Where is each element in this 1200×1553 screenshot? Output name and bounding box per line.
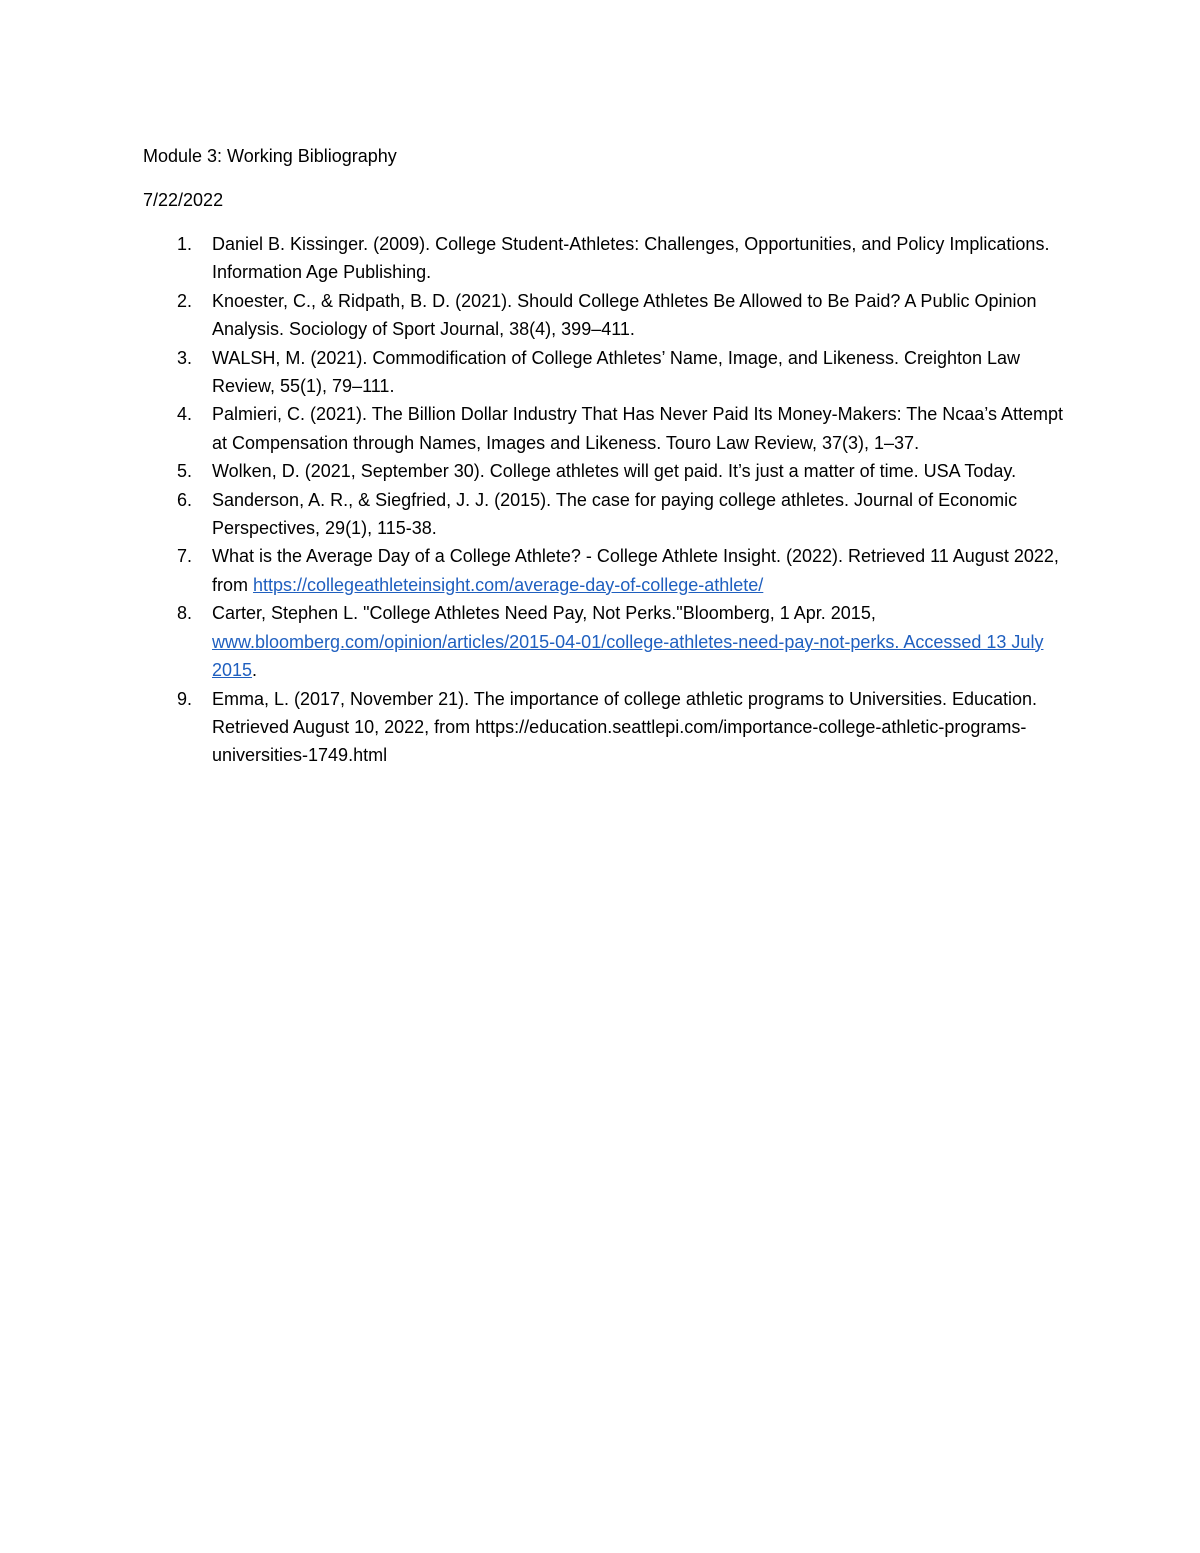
citation-text: Knoester, C., & Ridpath, B. D. (2021). Should College Athletes Be Allowed to Be Paid? A Public Opinion Analysis. Sociology of Sport Journal, 38(4), 399–411.: [212, 290, 1037, 340]
citation-text: Carter, Stephen L. "College Athletes Need Pay, Not Perks."Bloomberg, 1 Apr. 2015,: [212, 603, 876, 624]
entry-text: [212, 348, 1020, 396]
entry-number: 1.: [177, 234, 193, 254]
entry-text: [212, 234, 1049, 282]
entry-text: [212, 291, 1037, 339]
bibliography-entry: [143, 287, 1063, 344]
bibliography-entry: [143, 400, 1063, 457]
document-title: Module 3: Working Bibliography: [143, 146, 397, 166]
entry-number: 8.: [177, 603, 193, 624]
citation-text: Emma, L. (2017, November 21). The importance of college athletic programs to Universities. Education. Retrieved August 10, 2022, from https://education.seattlepi.com/importance-college-athletic-programs-universities-1749.html: [212, 688, 1038, 766]
bibliography-entry: [143, 542, 1063, 599]
entry-text: [212, 461, 1016, 481]
entry-number: 5.: [177, 461, 193, 482]
bibliography-entry: [143, 230, 1063, 287]
bibliography-list: [143, 230, 1063, 770]
entry-number: 6.: [177, 489, 193, 510]
citation-text: What is the Average Day of a College Athlete? - College Athlete Insight. (2022). Retrieved 11 August 2022, from: [212, 546, 1059, 595]
bibliography-entry: [143, 685, 1063, 770]
entry-text: [212, 490, 1017, 538]
entry-text: [212, 546, 1059, 594]
citation-link[interactable]: www.bloomberg.com/opinion/articles/2015-04-01/college-athletes-need-pay-not-perks. Accessed 13 July 2015: [212, 631, 1044, 681]
entry-number: 3.: [177, 347, 193, 368]
citation-text: Palmieri, C. (2021). The Billion Dollar Industry That Has Never Paid Its Money-Makers: The Ncaa’s Attempt at Compensation through Names, Images and Likeness. Touro Law Review, 37(3), 1–37.: [212, 404, 1064, 453]
entry-number: 9.: [177, 688, 193, 709]
citation-link[interactable]: https://collegeathleteinsight.com/average-day-of-college-athlete/: [253, 574, 764, 595]
document-date: 7/22/2022: [143, 190, 224, 210]
citation-text: Sanderson, A. R., & Siegfried, J. J. (2015). The case for paying college athletes. Journal of Economic Perspectives, 29(1), 115-38.: [212, 489, 1018, 539]
entry-number: 2.: [177, 290, 193, 311]
bibliography-entry: [143, 599, 1063, 684]
entry-text: [212, 689, 1037, 766]
entry-text: [212, 404, 1063, 452]
entry-text: [212, 603, 1043, 680]
citation-text: Daniel B. Kissinger. (2009). College Student-Athletes: Challenges, Opportunities, and Policy Implications. Information Age Publishing.: [212, 234, 1050, 283]
bibliography-entry: [143, 344, 1063, 401]
citation-text: Wolken, D. (2021, September 30). College athletes will get paid. It’s just a matter of time. USA Today.: [212, 461, 1017, 482]
citation-text: WALSH, M. (2021). Commodification of College Athletes’ Name, Image, and Likeness. Creighton Law Review, 55(1), 79–111.: [212, 347, 1021, 397]
bibliography-entry: [143, 457, 1063, 485]
document-body: [143, 142, 1063, 770]
citation-text: .: [252, 660, 258, 681]
entry-number: 4.: [177, 404, 193, 425]
entry-number: 7.: [177, 546, 193, 567]
bibliography-entry: [143, 486, 1063, 543]
